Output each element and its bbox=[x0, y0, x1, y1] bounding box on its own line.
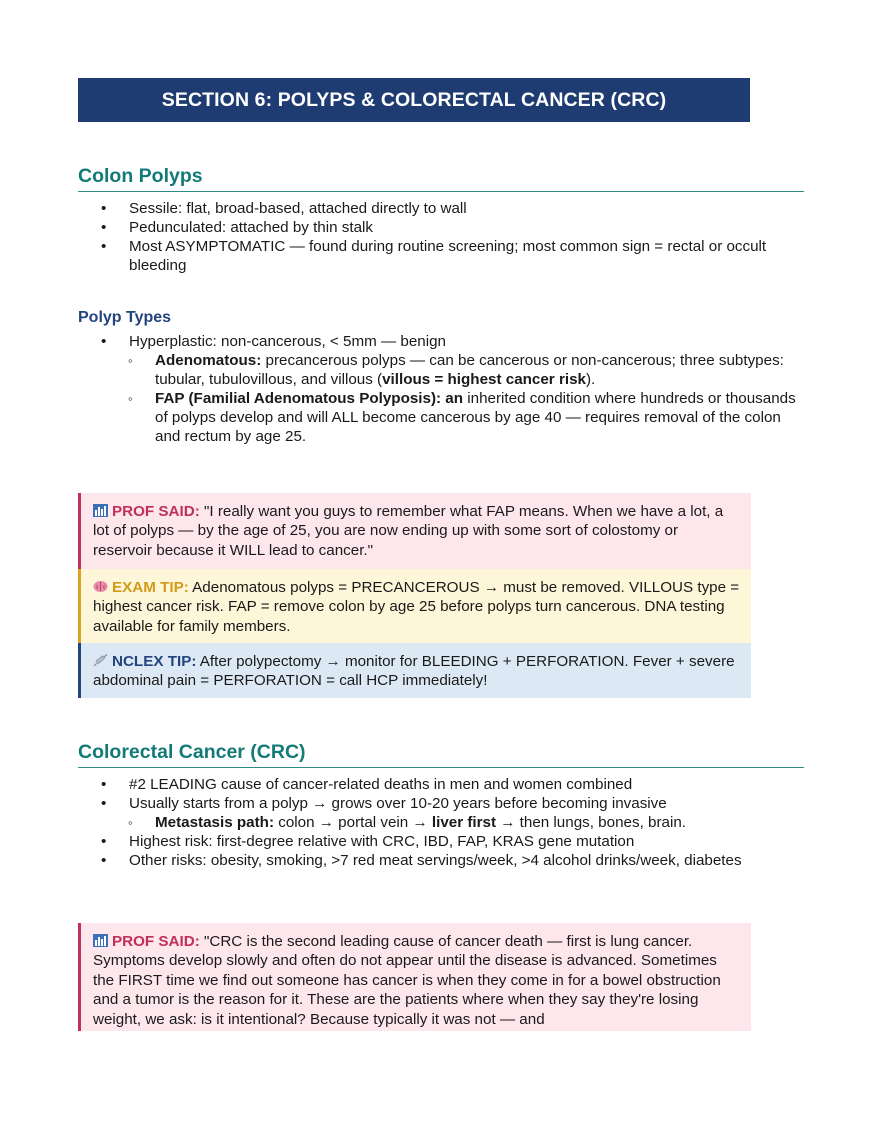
callout-text: "CRC is the second leading cause of cancer death — first is lung cancer. Symptoms develop slowly and often do not appear until the disease is advanced. Sometimes the FIRST time we find out someone has cancer is when they come in for a bowel obstruction and a tumor is the reason for it. These are the patients where when they say they're losing weight, we ask: is it intentional? Because typically it was not — and bbox=[93, 933, 721, 1028]
bar-chart-icon bbox=[93, 504, 108, 517]
syringe-icon bbox=[93, 654, 108, 667]
list-item: • #2 LEADING cause of cancer-related deaths in men and women combined bbox=[78, 775, 808, 794]
callout-text: Adenomatous polyps = PRECANCEROUS → must be removed. VILLOUS type = highest cancer risk. FAP = remove colon by age 25 before polyps turn cancerous. DNA testing available for family members. bbox=[93, 579, 740, 635]
term-text: inherited condition where hundreds or thousands of polyps develop and will ALL become cancerous by age 40 — requires removal of the colon and rectum by age 25. bbox=[155, 390, 796, 445]
colon-polyps-list bbox=[78, 199, 808, 275]
callout-tag: NCLEX TIP: bbox=[112, 653, 197, 670]
term-label: Metastasis path: bbox=[155, 814, 275, 831]
section-title: SECTION 6: POLYPS & COLORECTAL CANCER (CRC) bbox=[161, 88, 667, 111]
callout-tag: PROF SAID: bbox=[112, 933, 200, 950]
term-emphasis: liver first bbox=[431, 814, 497, 831]
term-emphasis: villous = highest cancer risk bbox=[382, 371, 586, 388]
list-item: • Sessile: flat, broad-based, attached directly to wall bbox=[78, 199, 808, 218]
term-label: FAP (Familial Adenomatous Polyposis): an bbox=[155, 390, 464, 407]
nclex-tip-callout bbox=[78, 643, 751, 698]
list-item: • Most ASYMPTOMATIC — found during routine screening; most common sign = rectal or occult bleeding bbox=[78, 237, 808, 275]
crc-list bbox=[78, 775, 808, 870]
polyp-types-list bbox=[78, 332, 808, 446]
list-item-adenomatous bbox=[78, 351, 808, 389]
heading-colon-polyps: Colon Polyps bbox=[78, 164, 804, 192]
term-text: precancerous polyps — can be cancerous or non-cancerous; three subtypes: tubular, tubulovillous, and villous ( bbox=[155, 352, 784, 388]
heading-colorectal-cancer: Colorectal Cancer (CRC) bbox=[78, 740, 804, 768]
callout-text: "I really want you guys to remember what FAP means. When we have a lot, a lot of polyps — by the age of 25, you are now ending up with some sort of colostomy or reservoir because it WILL lead to cancer." bbox=[93, 503, 724, 559]
prof-said-callout bbox=[78, 493, 751, 569]
list-item: • Usually starts from a polyp → grows over 10-20 years before becoming invasive bbox=[78, 794, 808, 813]
prof-said-callout-crc bbox=[78, 923, 751, 1031]
term-text: colon → portal vein → bbox=[274, 814, 432, 831]
brain-icon bbox=[93, 580, 108, 593]
list-item-metastasis bbox=[78, 813, 808, 832]
term-label: Adenomatous: bbox=[155, 352, 262, 369]
section-banner bbox=[78, 78, 750, 122]
callout-tag: PROF SAID: bbox=[112, 503, 200, 520]
term-text: → then lungs, bones, brain. bbox=[496, 814, 686, 831]
callout-tag: EXAM TIP: bbox=[112, 579, 189, 596]
list-item: • Highest risk: first-degree relative with CRC, IBD, FAP, KRAS gene mutation bbox=[78, 832, 808, 851]
exam-tip-callout bbox=[78, 569, 751, 643]
callout-text: After polypectomy → monitor for BLEEDING + PERFORATION. Fever + severe abdominal pain = PERFORATION = call HCP immediately! bbox=[93, 653, 735, 690]
bar-chart-icon bbox=[93, 934, 108, 947]
list-item: • Pedunculated: attached by thin stalk bbox=[78, 218, 808, 237]
list-item: • Hyperplastic: non-cancerous, < 5mm — benign bbox=[78, 332, 808, 351]
heading-polyp-types: Polyp Types bbox=[78, 309, 172, 326]
list-item-fap bbox=[78, 389, 808, 446]
list-item: • Other risks: obesity, smoking, >7 red meat servings/week, >4 alcohol drinks/week, diabetes bbox=[78, 851, 808, 870]
term-end: ). bbox=[585, 371, 596, 388]
